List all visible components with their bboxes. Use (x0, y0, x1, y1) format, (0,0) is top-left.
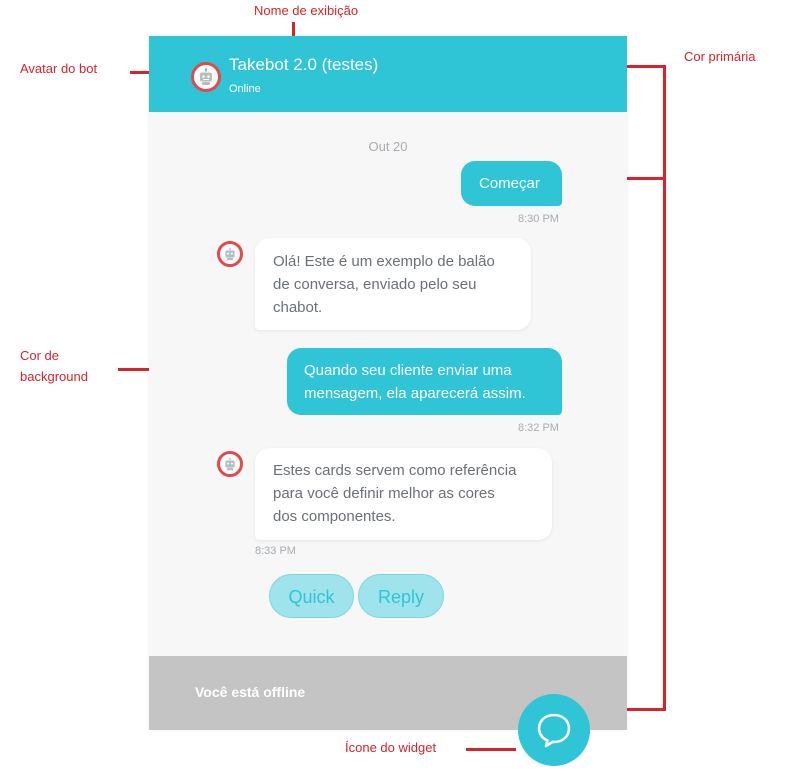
bot-avatar (191, 62, 221, 92)
message-time: 8:32 PM (518, 422, 559, 434)
annotation-line-primary-vertical (663, 65, 666, 711)
quick-reply-button[interactable]: Quick (269, 574, 354, 618)
chat-header (149, 36, 627, 112)
annotation-background-color-2: background (20, 369, 88, 384)
annotation-background-color-1: Cor de (20, 348, 60, 363)
bot-message-line: Estes cards servem como referência (273, 462, 517, 479)
bot-message-line: para você definir melhor as cores (273, 485, 495, 502)
robot-icon (197, 68, 215, 86)
offline-text: Você está offline (195, 684, 306, 700)
bot-status: Online (229, 83, 261, 95)
user-message (287, 348, 562, 415)
bot-message-line: Olá! Este é um exemplo de balão (273, 253, 495, 270)
user-message (461, 161, 562, 206)
bot-message-avatar (217, 241, 243, 267)
bot-message (255, 238, 531, 330)
bot-message-line: de conversa, enviado pelo seu (273, 276, 477, 293)
message-time: 8:33 PM (255, 545, 296, 557)
annotation-display-name: Nome de exibição (254, 3, 359, 18)
user-message-line: Quando seu cliente enviar uma (304, 362, 512, 379)
robot-icon (223, 247, 237, 261)
bot-display-name: Takebot 2.0 (testes) (229, 55, 379, 74)
chat-date: Out 20 (368, 139, 408, 154)
chat-widget (149, 36, 627, 730)
user-message-text: Começar (479, 175, 540, 192)
annotation-primary-color: Cor primária (684, 49, 756, 64)
quick-reply-button[interactable]: Reply (358, 574, 444, 618)
robot-icon (223, 457, 237, 471)
annotation-widget-icon: Ícone do widget (345, 740, 437, 755)
bot-message (255, 448, 552, 540)
bot-message-line: chabot. (273, 299, 323, 316)
chat-bubble-icon (534, 710, 574, 750)
widget-launcher-button[interactable] (518, 694, 590, 766)
bot-message-line: dos componentes. (273, 508, 396, 525)
message-time: 8:30 PM (518, 213, 559, 225)
bot-message-avatar (217, 451, 243, 477)
user-message-line: mensagem, ela aparecerá assim. (304, 385, 526, 402)
annotation-bot-avatar: Avatar do bot (20, 61, 98, 76)
annotation-line-widget-icon (466, 748, 516, 751)
